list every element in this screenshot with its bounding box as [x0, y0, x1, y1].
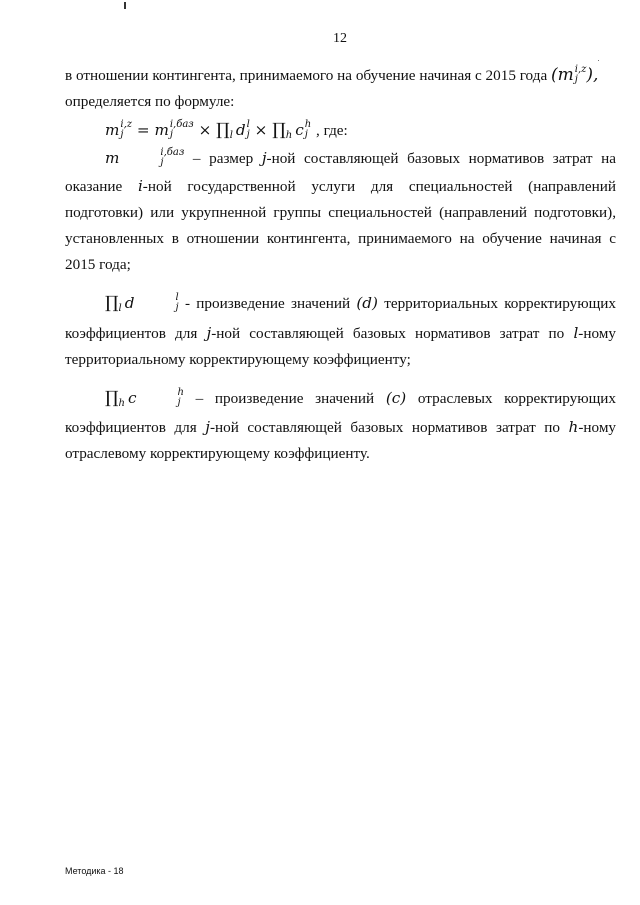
def2-symbol-indices	[135, 293, 178, 313]
def3-symbol-sup: h	[177, 387, 184, 399]
def1-text-2: -ной составляющей базовых нормативов затрат на оказание	[65, 150, 617, 195]
def3-text-4: -ному отраслевому корректирующему коэффициенту.	[65, 419, 617, 463]
intro-text: в отношении контингента, принимаемого на обучение начиная с 2015 года	[65, 67, 548, 84]
def3-dash: –	[195, 390, 204, 408]
formula-equals: =	[136, 121, 150, 140]
definition-base-norm	[65, 145, 616, 278]
def2-var-idx: l	[573, 323, 579, 342]
def3-symbol-sub: j	[177, 397, 181, 409]
formula-rhs-sub: j	[169, 129, 173, 141]
formula-d-sub: j	[246, 129, 250, 141]
def3-symbol-base: c	[127, 389, 137, 408]
formula-c-sup: h	[304, 119, 312, 131]
formula-prod-1-index: l	[229, 130, 233, 142]
formula-lhs-sup: i,z	[120, 119, 133, 131]
formula-c-base: c	[295, 121, 304, 140]
def3-symbol	[105, 387, 184, 410]
formula-d-base: d	[235, 121, 246, 140]
def3-prod: ∏	[105, 388, 119, 409]
formula-rhs-indices	[170, 120, 194, 140]
formula-prod-1: ∏	[216, 120, 230, 141]
formula-c-sub: j	[304, 129, 308, 141]
def2-text-1: произведение значений	[196, 295, 351, 313]
def2-text-4: -ному территориальному корректирующему коэффициенту;	[65, 324, 616, 368]
page-footer: Методика - 18	[65, 866, 124, 876]
main-formula	[65, 115, 616, 145]
document-body	[65, 62, 616, 468]
scan-speck	[598, 60, 599, 61]
formula-lhs-base: m	[105, 121, 120, 140]
def2-text-3: -ной составляющей базовых нормативов затрат по	[211, 324, 565, 342]
def1-symbol-sup: i,баз	[160, 147, 185, 159]
intro-symbol-sub: j	[574, 73, 578, 85]
formula-expression	[105, 119, 316, 142]
def1-dash: –	[192, 150, 201, 168]
formula-d-sup: l	[246, 119, 250, 131]
def2-symbol	[105, 292, 179, 315]
formula-c-indices	[305, 120, 311, 140]
intro-tail: определяется по формуле:	[65, 93, 235, 111]
intro-symbol-sup: i,z	[574, 63, 587, 75]
def2-prod-index: l	[118, 303, 122, 315]
def1-symbol	[105, 149, 184, 167]
def2-dash: -	[184, 295, 190, 313]
def1-text-1: размер	[209, 150, 254, 168]
def3-symbol-indices	[138, 388, 184, 408]
def3-text-2: отраслевых корректирующих коэффициентов для	[65, 390, 616, 437]
def3-var-letter: (c)	[385, 389, 407, 408]
def1-var-j: j	[261, 149, 267, 168]
def3-var-idx: h	[568, 418, 579, 437]
def1-var-i: i	[137, 176, 143, 195]
page-number: 12	[333, 31, 347, 46]
def2-symbol-sup: l	[175, 292, 179, 304]
def1-symbol-base: m	[105, 149, 120, 168]
scan-mark	[124, 2, 126, 9]
def2-symbol-base: d	[124, 294, 135, 313]
def2-var-j: j	[206, 323, 212, 342]
def2-symbol-sub: j	[175, 302, 179, 314]
def1-symbol-indices	[120, 148, 184, 168]
intro-symbol-indices	[575, 65, 587, 85]
formula-prod-2-index: h	[285, 130, 293, 142]
formula-times-2: ×	[254, 121, 268, 140]
intro-symbol: (m i,z j ),	[550, 63, 599, 85]
def3-prod-index: h	[118, 398, 125, 410]
def3-text-3: -ной составляющей базовых нормативов затрат по	[209, 419, 560, 437]
def2-var-letter: (d)	[356, 294, 378, 313]
definition-industry	[65, 385, 616, 468]
intro-symbol-base: m	[557, 65, 574, 85]
formula-lhs-indices	[120, 120, 132, 140]
formula-prod-2: ∏	[272, 120, 286, 141]
formula-times-1: ×	[198, 121, 212, 140]
intro-paragraph	[65, 62, 616, 115]
formula-rhs-sup: i,баз	[169, 119, 194, 131]
formula-lhs-sub: j	[120, 129, 124, 141]
formula-rhs-base: m	[154, 121, 169, 140]
def2-text-2: территориальных корректирующих коэффициентов для	[65, 295, 617, 342]
def2-prod: ∏	[105, 293, 119, 314]
definition-territorial	[65, 290, 616, 373]
def1-symbol-sub: j	[160, 157, 164, 169]
def3-var-j: j	[205, 418, 210, 437]
formula-d-indices	[247, 120, 250, 140]
def3-text-1: произведение значений	[214, 390, 375, 408]
formula-suffix: , где:	[316, 122, 348, 140]
def1-text-3: -ной государственной услуги для специальностей (направлений подготовки) или укрупненной группы специальностей (направлений подготовки), установленных в отношении контингента, принимаемого на обучение начиная с 2015 года;	[65, 177, 617, 274]
